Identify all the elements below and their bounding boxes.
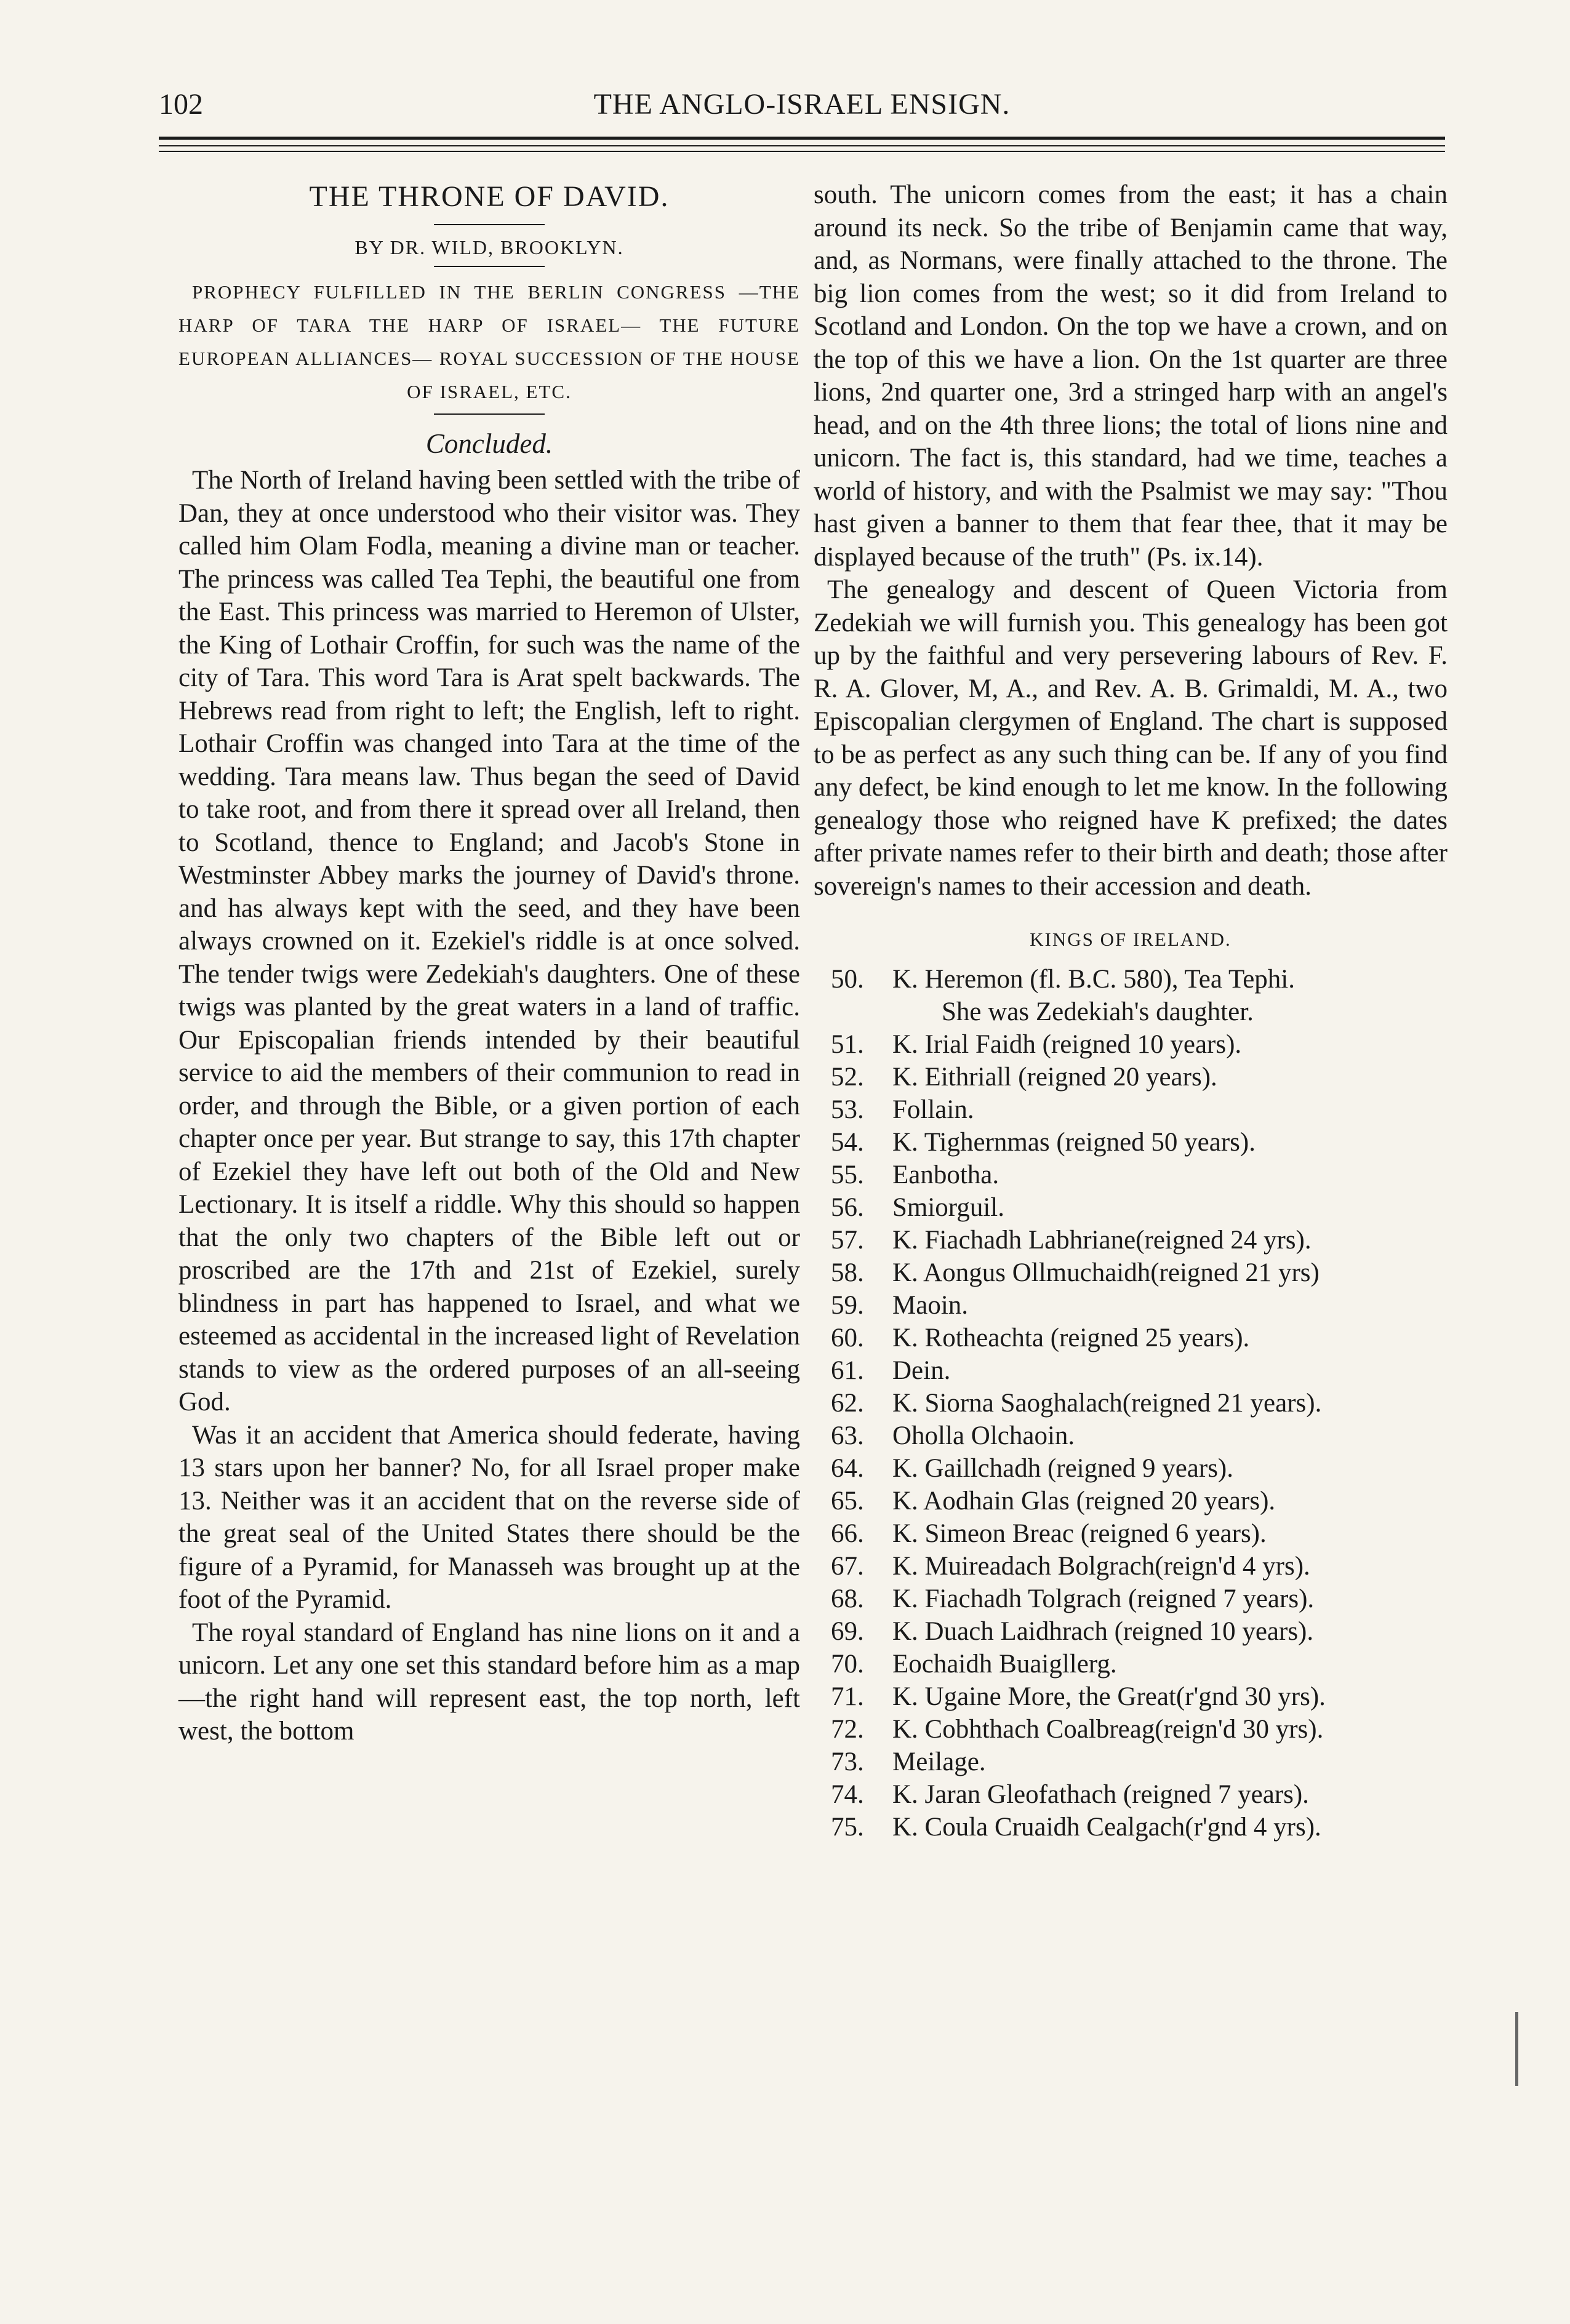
print-mark <box>1515 2012 1518 2086</box>
king-entry <box>814 1485 1448 1517</box>
king-number: 75. <box>831 1813 864 1842</box>
paragraph: Was it an accident that America should federate, having 13 stars upon her banner? No, for all Israel proper make 13. Neither was it an accident that on the reverse side of the great seal of the United States there should be the figure of a Pyramid, for Manasseh was brought up at the foot of the Pyramid. <box>178 1420 800 1614</box>
king-number: 53. <box>831 1095 864 1124</box>
king-text: K. Gaillchadh (reigned 9 years). <box>892 1454 1234 1483</box>
title-divider <box>434 224 545 225</box>
king-number: 52. <box>831 1063 864 1092</box>
king-number: 55. <box>831 1160 864 1189</box>
kings-list <box>814 963 1448 1843</box>
king-text: Maoin. <box>892 1291 969 1320</box>
king-entry <box>814 1811 1448 1843</box>
king-entry <box>814 1713 1448 1746</box>
king-entry <box>814 1387 1448 1420</box>
paragraph: The genealogy and descent of Queen Victoria from Zedekiah we will furnish you. This genealogy has been got up by the faithful and very persevering labours of Rev. F. R. A. Glover, M, A., and Rev. A. B. Grimaldi, M. A., two Episcopalian clergymen of England. The chart is supposed to be as perfect as any such thing can be. If any of you find any defect, be kind enough to let me know. In the following genealogy those who reigned have K prefixed; the dates after private names refer to their birth and death; those after sovereign's names to their accession and death. <box>814 575 1448 901</box>
king-number: 67. <box>831 1552 864 1581</box>
subheading: PROPHECY FULFILLED IN THE BERLIN CONGRESS —THE HARP OF TARA THE HARP OF ISRAEL— THE FUTURE EUROPEAN ALLIANCES— ROYAL SUCCESSION OF THE HOUSE OF ISRAEL, ETC. <box>178 281 800 402</box>
king-entry <box>814 1778 1448 1811</box>
king-number: 72. <box>831 1715 864 1744</box>
king-entry <box>814 1028 1448 1061</box>
king-text: Follain. <box>892 1095 974 1124</box>
left-column <box>178 178 800 1748</box>
king-number: 73. <box>831 1747 864 1776</box>
header-rule-thick <box>159 137 1445 140</box>
king-text: Oholla Olchaoin. <box>892 1421 1075 1450</box>
king-text: K. Rotheachta (reigned 25 years). <box>892 1324 1250 1352</box>
king-note: She was Zedekiah's daughter. <box>942 997 1254 1026</box>
king-text: K. Heremon (fl. B.C. 580), Tea Tephi. <box>892 965 1295 994</box>
king-number: 71. <box>831 1682 864 1711</box>
king-entry <box>814 1191 1448 1224</box>
king-text: Eochaidh Buaigllerg. <box>892 1650 1117 1679</box>
king-entry <box>814 1159 1448 1191</box>
king-text: K. Fiachadh Labhriane(reigned 24 yrs). <box>892 1226 1312 1255</box>
king-number: 69. <box>831 1617 864 1646</box>
king-number: 63. <box>831 1421 864 1450</box>
paragraph: south. The unicorn comes from the east; it has a chain around its neck. So the tribe of Benjamin came that way, and, as Normans, were finally attached to the throne. The big lion comes from the west; so it did from Ireland to Scotland and London. On the top we have a crown, and on the top of this we have a lion. On the 1st quarter are three lions, 2nd quarter one, 3rd a stringed harp with an angel's head, and on the 4th three lions; the total of lions nine and unicorn. The fact is, this standard, had we time, teaches a world of history, and with the Psalmist we may say: "Thou hast given a banner to them that fear thee, that it may be displayed because of the truth" (Ps. ix.14). <box>814 180 1448 572</box>
king-text: Smiorguil. <box>892 1193 1004 1222</box>
king-number: 65. <box>831 1487 864 1515</box>
king-entry <box>814 1093 1448 1126</box>
king-text: Dein. <box>892 1356 951 1385</box>
king-number: 61. <box>831 1356 864 1385</box>
king-entry <box>814 1420 1448 1452</box>
king-number: 54. <box>831 1128 864 1157</box>
header-rule-thin-2 <box>159 151 1445 152</box>
king-entry <box>814 1322 1448 1354</box>
king-text: K. Coula Cruaidh Cealgach(r'gnd 4 yrs). <box>892 1813 1321 1842</box>
king-number: 59. <box>831 1291 864 1320</box>
king-entry <box>814 1452 1448 1485</box>
king-text: K. Irial Faidh (reigned 10 years). <box>892 1030 1242 1059</box>
paragraph: The North of Ireland having been settled with the tribe of Dan, they at once understood who their visitor was. They called him Olam Fodla, meaning a divine man or teacher. The princess was called Tea Tephi, the beautiful one from the East. This princess was married to Heremon of Ulster, the King of Lothair Croffin, for such was the name of the city of Tara. This word Tara is Arat spelt backwards. The Hebrews read from right to left; the English, left to right. Lothair Croffin was changed into Tara at the time of the wedding. Tara means law. Thus began the seed of David to take root, and from there it spread over all Ireland, then to Scotland, thence to England; and Jacob's Stone in Westminster Abbey marks the journey of David's throne. and has always kept with the seed, and they have been always crowned on it. Ezekiel's riddle is at once solved. The tender twigs were Zedekiah's daughters. One of these twigs was planted by the great waters in a land of traffic. Our Episcopalian friends intended by their beautiful service to aid the members of their communion to read in order, and through the Bible, or a given portion of each chapter once per year. But strange to say, this 17th chapter of Ezekiel they have left out both of the Old and New Lectionary. It is itself a riddle. Why this should so happen that the only two chapters of the Bible left out or proscribed are the 17th and 21st of Ezekiel, surely blindness in part has happened to Israel, and what we esteemed as accidental in the increased light of Revelation stands to view as the ordered purposes of an all-seeing God. <box>178 466 800 1416</box>
king-text: K. Siorna Saoghalach(reigned 21 years). <box>892 1389 1322 1418</box>
king-text: Meilage. <box>892 1747 986 1776</box>
page-header <box>159 86 1445 123</box>
kings-heading: KINGS OF IRELAND. <box>1030 928 1232 950</box>
article-title: THE THRONE OF DAVID. <box>309 180 670 213</box>
king-text: K. Fiachadh Tolgrach (reigned 7 years). <box>892 1584 1315 1613</box>
king-number: 74. <box>831 1780 864 1809</box>
running-title: THE ANGLO-ISRAEL ENSIGN. <box>593 88 1011 121</box>
king-entry <box>814 1746 1448 1778</box>
king-entry <box>814 963 1448 1028</box>
king-text: K. Simeon Breac (reigned 6 years). <box>892 1519 1267 1548</box>
king-text: K. Tighernmas (reigned 50 years). <box>892 1128 1256 1157</box>
king-number: 57. <box>831 1226 864 1255</box>
king-text: K. Duach Laidhrach (reigned 10 years). <box>892 1617 1314 1646</box>
king-text: K. Jaran Gleofathach (reigned 7 years). <box>892 1780 1309 1809</box>
king-number: 62. <box>831 1389 864 1418</box>
king-entry <box>814 1126 1448 1159</box>
king-text: Eanbotha. <box>892 1160 999 1189</box>
king-entry <box>814 1224 1448 1256</box>
king-number: 51. <box>831 1030 864 1059</box>
king-text: K. Ugaine More, the Great(r'gnd 30 yrs). <box>892 1682 1326 1711</box>
king-text: K. Cobhthach Coalbreag(reign'd 30 yrs). <box>892 1715 1324 1744</box>
king-text: K. Aongus Ollmuchaidh(reigned 21 yrs) <box>892 1258 1320 1287</box>
byline-divider <box>434 266 545 267</box>
king-number: 66. <box>831 1519 864 1548</box>
king-entry <box>814 1354 1448 1387</box>
king-entry <box>814 1289 1448 1322</box>
right-column <box>814 178 1448 1843</box>
king-text: K. Aodhain Glas (reigned 20 years). <box>892 1487 1276 1515</box>
king-text: K. Eithriall (reigned 20 years). <box>892 1063 1217 1092</box>
king-entry <box>814 1583 1448 1615</box>
king-entry <box>814 1256 1448 1289</box>
king-entry <box>814 1061 1448 1093</box>
king-number: 58. <box>831 1258 864 1287</box>
king-entry <box>814 1550 1448 1583</box>
king-number: 70. <box>831 1650 864 1679</box>
paragraph: The royal standard of England has nine lions on it and a unicorn. Let any one set this standard before him as a map—the right hand will represent east, the top north, left west, the bottom <box>178 1618 800 1746</box>
header-rule-thin <box>159 145 1445 146</box>
king-entry <box>814 1615 1448 1648</box>
king-number: 50. <box>831 965 864 994</box>
king-number: 56. <box>831 1193 864 1222</box>
page-number: 102 <box>159 88 203 121</box>
king-entry <box>814 1680 1448 1713</box>
byline: BY DR. WILD, BROOKLYN. <box>354 236 624 258</box>
subheading-divider <box>434 413 545 415</box>
king-text: K. Muireadach Bolgrach(reign'd 4 yrs). <box>892 1552 1310 1581</box>
king-entry <box>814 1648 1448 1680</box>
king-number: 60. <box>831 1324 864 1352</box>
king-number: 64. <box>831 1454 864 1483</box>
king-number: 68. <box>831 1584 864 1613</box>
king-entry <box>814 1517 1448 1550</box>
concluded-note: Concluded. <box>425 428 553 459</box>
